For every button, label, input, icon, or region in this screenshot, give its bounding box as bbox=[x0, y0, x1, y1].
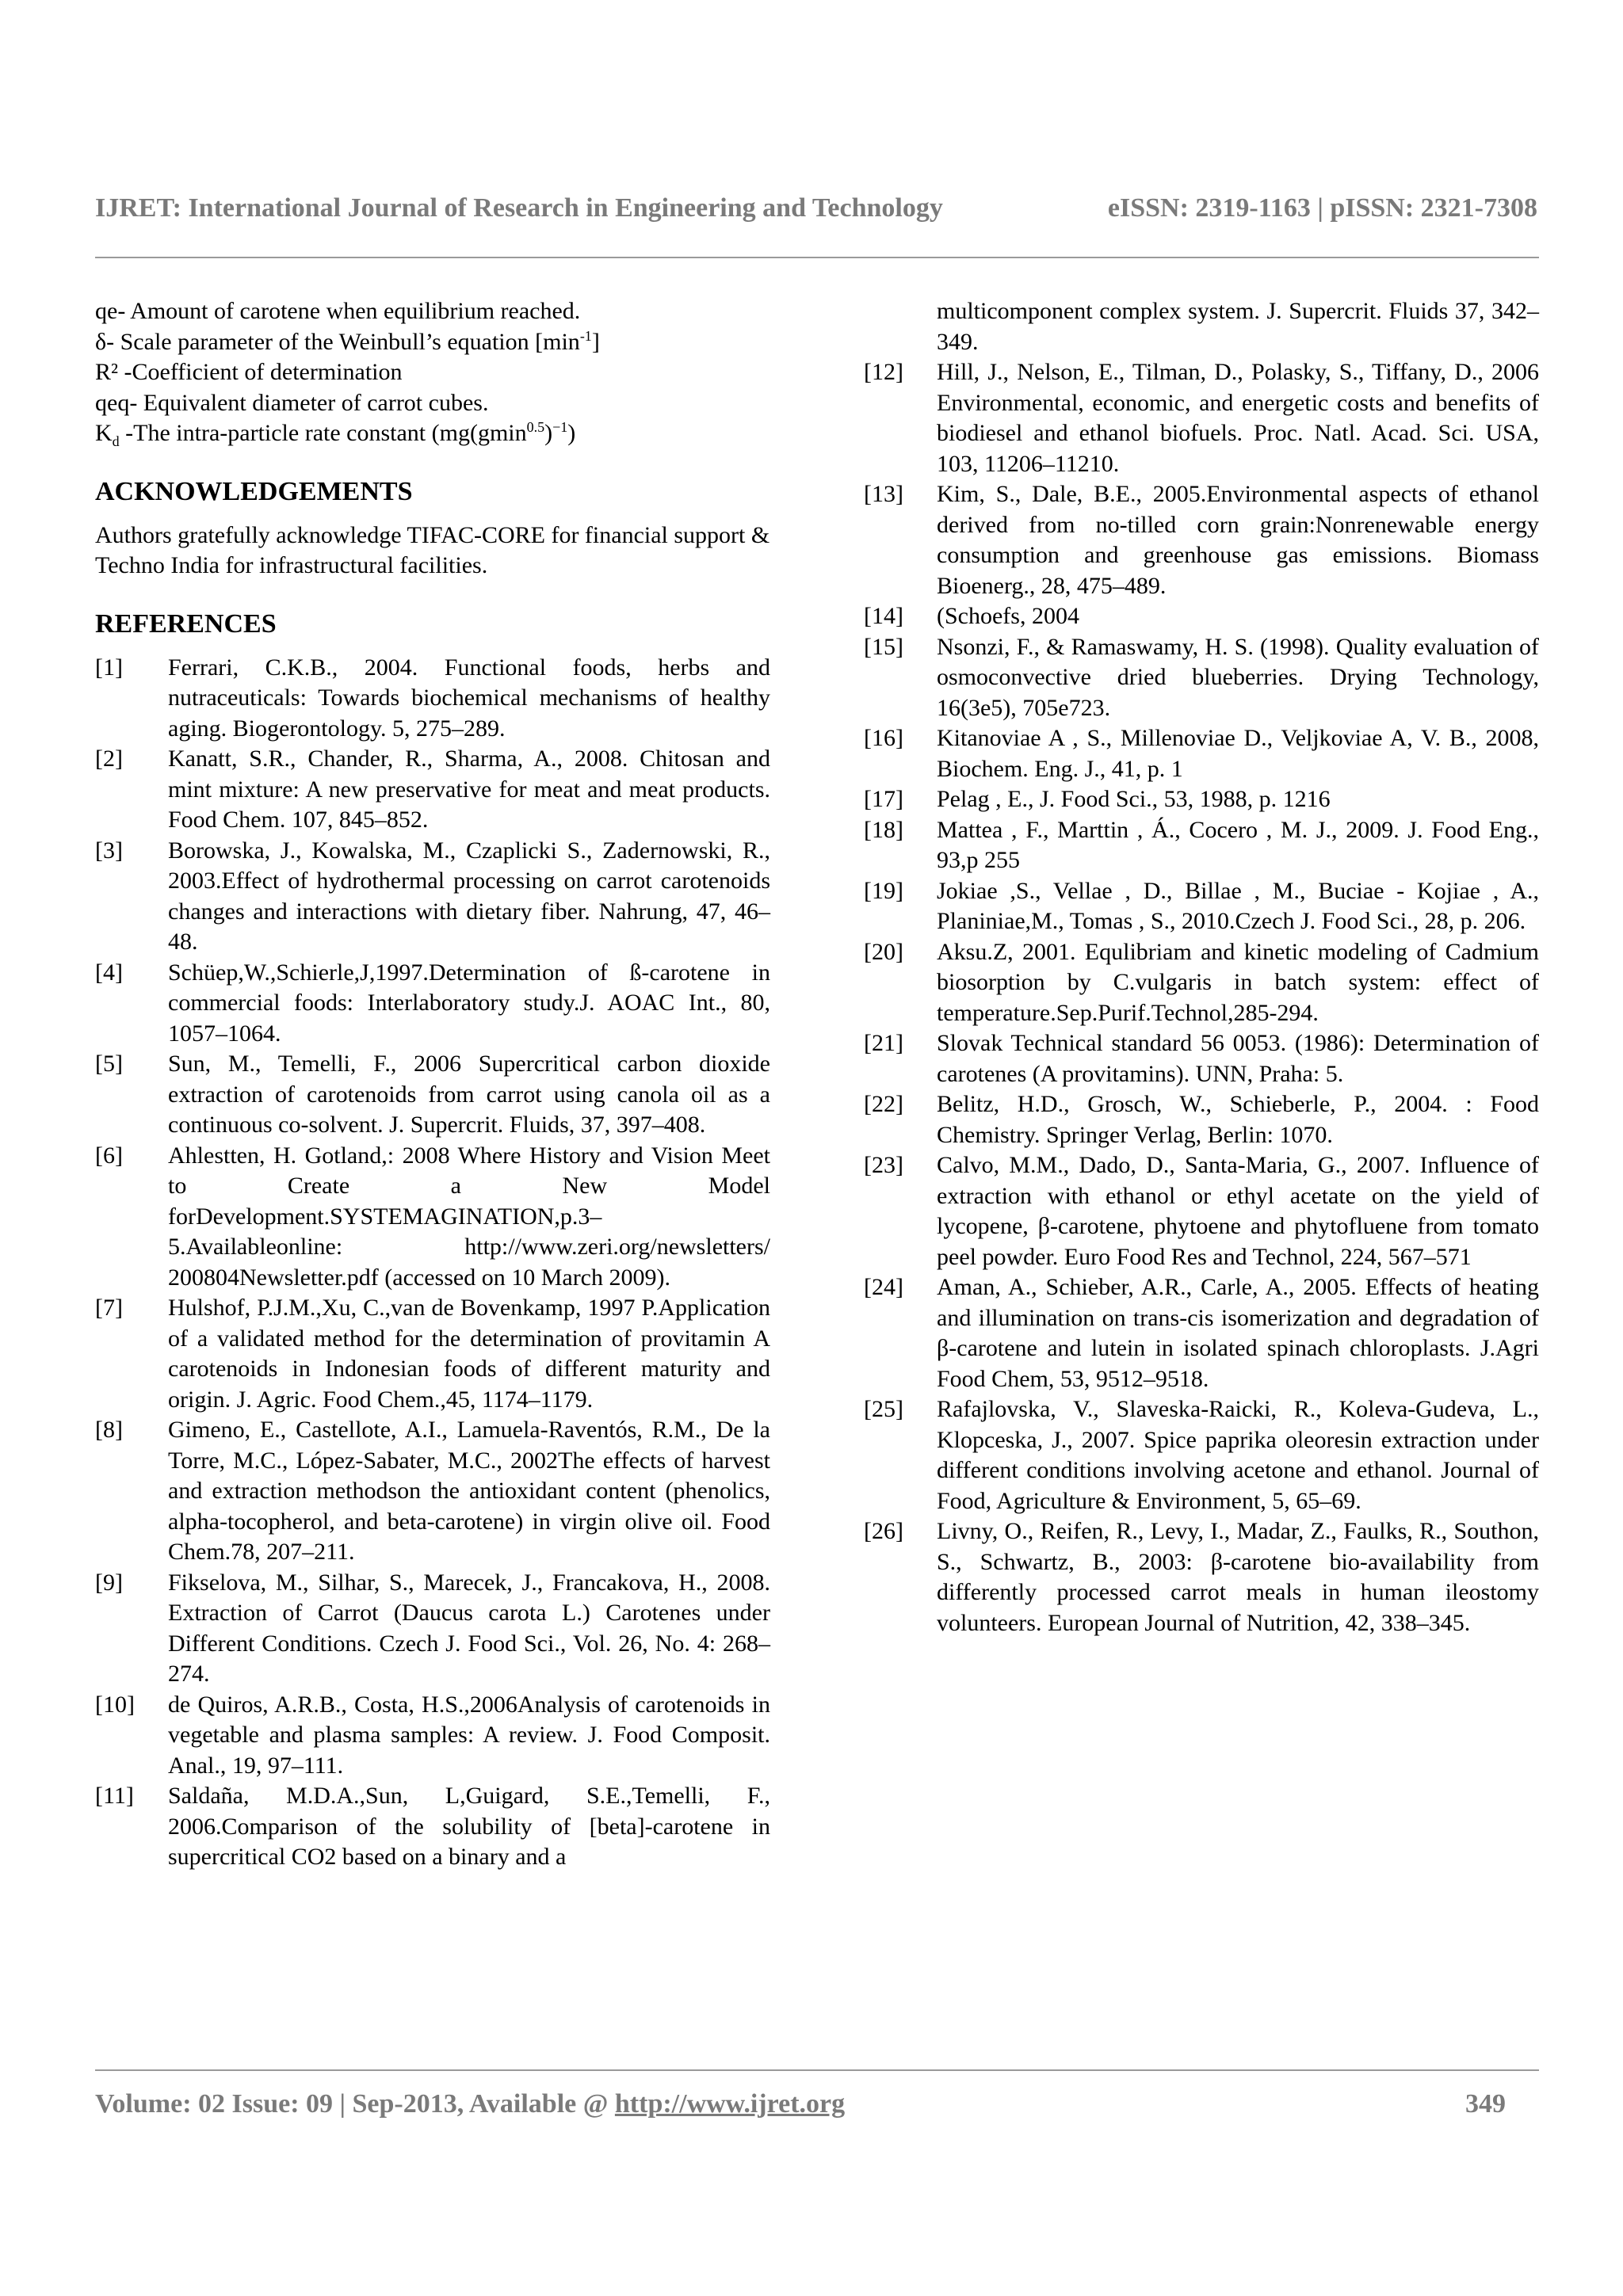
reference-item: [11] Saldaña, M.D.A.,Sun, L,Guigard, S.E.,Temelli, F., 2006.Comparison of the solubility of [beta]-carotene in supercritical CO2 based on a binary and a bbox=[95, 1783, 770, 1870]
reference-item: [25] Rafajlovska, V., Slaveska-Raicki, R., Koleva-Gudeva, L., Klopceska, J., 2007. Spice paprika oleoresin extraction under different conditions involving acetone and ethanol. Journal of Food, Agriculture & Environment, 5, 65–69. bbox=[864, 1396, 1539, 1514]
reference-item: [12] Hill, J., Nelson, E., Tilman, D., Polasky, S., Tiffany, D., 2006 Environmental, economic, and energetic costs and benefits of biodiesel and ethanol biofuels. Proc. Natl. Acad. Sci. USA, 103, 11206–11210. bbox=[864, 359, 1539, 477]
acknowledgements-heading: ACKNOWLEDGEMENTS bbox=[95, 476, 413, 506]
references-heading: REFERENCES bbox=[95, 608, 277, 639]
right-column bbox=[864, 296, 1539, 1638]
page-number: 349 bbox=[1465, 2089, 1506, 2119]
reference-item: [3] Borowska, J., Kowalska, M., Czaplicki S., Zadernowski, R., 2003.Effect of hydrothermal processing on carrot carotenoids changes and interactions with dietary fiber. Nahrung, 47, 46–48. bbox=[95, 837, 770, 955]
symbol-delta: δ- Scale parameter of the Weinbull’s equation $[\min^{-1}]$ bbox=[95, 327, 600, 355]
journal-title: IJRET: International Journal of Research in Engineering and Technology bbox=[95, 193, 943, 223]
reference-item: [4] Schüep,W.,Schierle,J,1997.Determination of ß-carotene in commercial foods: Interlaboratory study.J. AOAC Int., 80, 1057–1064. bbox=[95, 959, 770, 1047]
reference-item: [8] Gimeno, E., Castellote, A.I., Lamuela-Raventós, R.M., De la Torre, M.C., López-Sabater, M.C., 2002The effects of harvest and extraction methodson the antioxidant content (phenolics, alpha-tocopherol, and beta-carotene) in virgin olive oil. Food Chem.78, 207–211. bbox=[95, 1417, 770, 1565]
reference-item: [10] de Quiros, A.R.B., Costa, H.S.,2006Analysis of carotenoids in vegetable and plasma samples: A review. J. Food Composit. Anal., 19, 97–111. bbox=[95, 1691, 770, 1779]
symbol-list bbox=[95, 296, 770, 449]
reference-item: [6] Ahlestten, H. Gotland,: 2008 Where History and Vision Meet to Create a New Model forDevelopment.SYSTEMAGINATION,p.3–5.Availableonline: http://www.zeri.org/newsletters/ 200804Newsletter.pdf (accessed on 10 March 2009). bbox=[95, 1142, 770, 1291]
header-rule bbox=[95, 257, 1539, 258]
reference-item: [23] Calvo, M.M., Dado, D., Santa-Maria, G., 2007. Influence of extraction with ethanol or ethyl acetate on the yield of lycopene, β-carotene, phytoene and phytofluene from tomato peel powder. Euro Food Res and Technol, 224, 567–571 bbox=[864, 1152, 1539, 1270]
reference-item: [14] (Schoefs, 2004 bbox=[864, 603, 1079, 629]
reference-item: [21] Slovak Technical standard 56 0053. (1986): Determination of carotenes (A provitamins). UNN, Praha: 5. bbox=[864, 1030, 1539, 1087]
reference-item: [20] Aksu.Z, 2001. Equlibriam and kinetic modeling of Cadmium biosorption by C.vulgaris in batch system: effect of temperature.Sep.Purif.Technol,285-294. bbox=[864, 938, 1539, 1026]
reference-item: [15] Nsonzi, F., & Ramaswamy, H. S. (1998). Quality evaluation of osmoconvective dried blueberries. Drying Technology, 16(3e5), 705e723. bbox=[864, 633, 1539, 721]
page-footer bbox=[95, 2089, 1506, 2119]
references-list-left bbox=[95, 653, 770, 1873]
reference-continuation: multicomponent complex system. J. Supercrit. Fluids 37, 342–349. bbox=[937, 298, 1539, 355]
reference-item: [9] Fikselova, M., Silhar, S., Marecek, J., Francakova, H., 2008. Extraction of Carrot (Daucus carota L.) Carotenes under Different Conditions. Czech J. Food Sci., Vol. 26, No. 4: 268–274. bbox=[95, 1569, 770, 1687]
reference-item: [18] Mattea , F., Marttin , Á., Cocero , M. J., 2009. J. Food Eng., 93,p 255 bbox=[864, 816, 1539, 873]
journal-header bbox=[95, 193, 1537, 223]
references-list-right bbox=[864, 357, 1539, 1638]
footer-rule bbox=[95, 2069, 1539, 2071]
reference-item: [16] Kitanoviae A , S., Millenoviae D., Veljkoviae A, V. B., 2008, Biochem. Eng. J., 41, p. 1 bbox=[864, 725, 1539, 782]
reference-item: [13] Kim, S., Dale, B.E., 2005.Environmental aspects of ethanol derived from no-tilled corn grain:Nonrenewable energy consumption and greenhouse gas emissions. Biomass Bioenerg., 28, 475–489. bbox=[864, 481, 1539, 599]
journal-issn: eISSN: 2319-1163 | pISSN: 2321-7308 bbox=[1107, 193, 1537, 223]
reference-item: [2] Kanatt, S.R., Chander, R., Sharma, A., 2008. Chitosan and mint mixture: A new preservative for meat and meat products. Food Chem. 107, 845–852. bbox=[95, 746, 770, 833]
symbol-qe: qe- Amount of carotene when equilibrium reached. bbox=[95, 298, 581, 324]
reference-item: [1] Ferrari, C.K.B., 2004. Functional foods, herbs and nutraceuticals: Towards biochemical mechanisms of healthy aging. Biogerontology. 5, 275–289. bbox=[95, 654, 770, 742]
footer-volume: Volume: 02 Issue: 09 | Sep-2013, Available @ bbox=[95, 2089, 615, 2119]
acknowledgements-text: Authors gratefully acknowledge TIFAC-CORE for financial support & Techno India for infrastructural facilities. bbox=[95, 521, 770, 578]
symbol-kd: $K_d$ -The intra-particle rate constant $(mg(gmin^{0.5})^{-1})$ bbox=[95, 419, 576, 449]
reference-item: [7] Hulshof, P.J.M.,Xu, C.,van de Bovenkamp, 1997 P.Application of a validated method for the determination of provitamin A carotenoids in Indonesian foods of different maturity and origin. J. Agric. Food Chem.,45, 1174–1179. bbox=[95, 1295, 770, 1413]
left-column bbox=[95, 296, 770, 1873]
reference-item: [26] Livny, O., Reifen, R., Levy, I., Madar, Z., Faulks, R., Southon, S., Schwartz, B., 2003: β-carotene bio-availability from differently processed carrot meals in human ileostomy volunteers. European Journal of Nutrition, 42, 338–345. bbox=[864, 1518, 1539, 1636]
reference-item: [19] Jokiae ,S., Vellae , D., Billae , M., Buciae - Kojiae , A., Planiniae,M., Tomas , S., 2010.Czech J. Food Sci., 28, p. 206. bbox=[864, 877, 1539, 934]
reference-item: [22] Belitz, H.D., Grosch, W., Schieberle, P., 2004. : Food Chemistry. Springer Verlag, Berlin: 1070. bbox=[864, 1091, 1539, 1148]
symbol-r2: R² -Coefficient of determination bbox=[95, 359, 403, 385]
footer-url-link[interactable]: http://www.ijret.org bbox=[614, 2089, 846, 2119]
symbol-qeq: qeq- Equivalent diameter of carrot cubes. bbox=[95, 389, 489, 416]
reference-item: [24] Aman, A., Schieber, A.R., Carle, A., 2005. Effects of heating and illumination on trans-cis isomerization and degradation of β-carotene and lutein in isolated spinach chloroplasts. J.Agri Food Chem, 53, 9512–9518. bbox=[864, 1274, 1539, 1392]
reference-item: [17] Pelag , E., J. Food Sci., 53, 1988, p. 1216 bbox=[864, 786, 1331, 812]
reference-item: [5] Sun, M., Temelli, F., 2006 Supercritical carbon dioxide extraction of carotenoids from carrot using canola oil as a continuous co-solvent. J. Supercrit. Fluids, 37, 397–408. bbox=[95, 1051, 770, 1138]
